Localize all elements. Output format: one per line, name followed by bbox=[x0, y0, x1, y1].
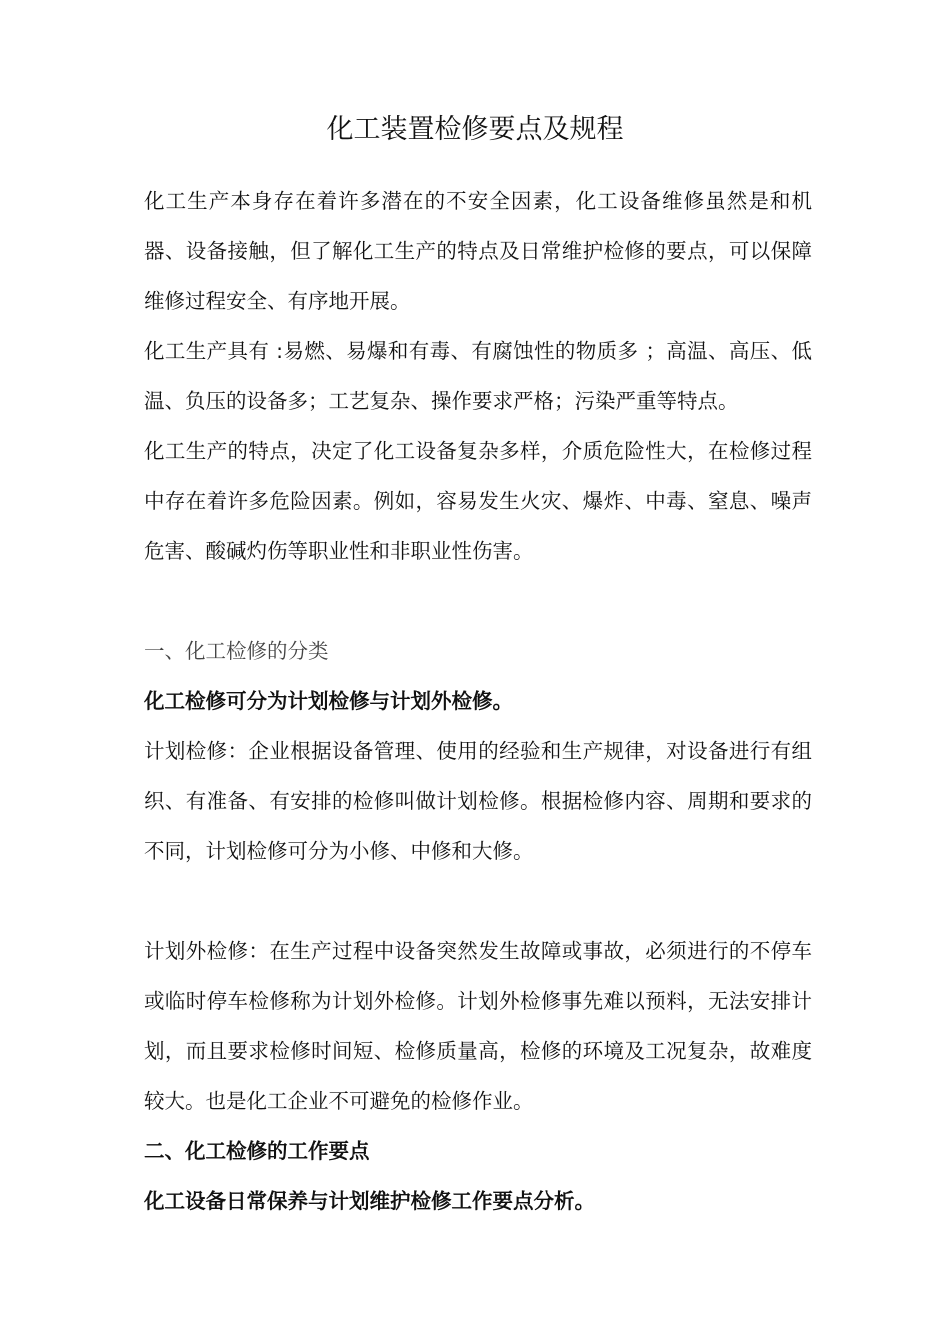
section-2-subheading: 化工设备日常保养与计划维护检修工作要点分析。 bbox=[144, 1189, 595, 1213]
unplanned-maintenance-paragraph: 计划外检修：在生产过程中设备突然发生故障或事故，必须进行的不停车或临时停车检修称为计划外检修。计划外检修事先难以预料，无法安排计划，而且要求检修时间短、检修质量高，检修的环境及工况复杂，故难度较大。也是化工企业不可避免的检修作业。 bbox=[144, 939, 812, 1113]
section-2-heading: 二、化工检修的工作要点 bbox=[144, 1139, 370, 1163]
planned-maintenance-paragraph: 计划检修：企业根据设备管理、使用的经验和生产规律，对设备进行有组织、有准备、有安排的检修叫做计划检修。根据检修内容、周期和要求的不同，计划检修可分为小修、中修和大修。 bbox=[144, 739, 812, 863]
document-title: 化工装置检修要点及规程 bbox=[326, 114, 624, 145]
paragraph-spacer bbox=[144, 876, 812, 926]
intro-paragraph-1: 化工生产本身存在着许多潜在的不安全因素，化工设备维修虽然是和机器、设备接触，但了解化工生产的特点及日常维护检修的要点，可以保障维修过程安全、有序地开展。 bbox=[144, 189, 812, 313]
section-1-heading: 一、化工检修的分类 bbox=[144, 639, 329, 663]
paragraph-spacer bbox=[144, 576, 812, 626]
intro-paragraph-2: 化工生产具有 :易燃、易爆和有毒、有腐蚀性的物质多 ；高温、高压、低温、负压的设备多；工艺复杂、操作要求严格；污染严重等特点。 bbox=[144, 339, 812, 413]
section-1-subheading: 化工检修可分为计划检修与计划外检修。 bbox=[144, 689, 513, 713]
document-body bbox=[144, 176, 812, 1226]
intro-paragraph-3: 化工生产的特点，决定了化工设备复杂多样，介质危险性大，在检修过程中存在着许多危险因素。例如，容易发生火灾、爆炸、中毒、窒息、噪声危害、酸碱灼伤等职业性和非职业性伤害。 bbox=[144, 439, 812, 563]
